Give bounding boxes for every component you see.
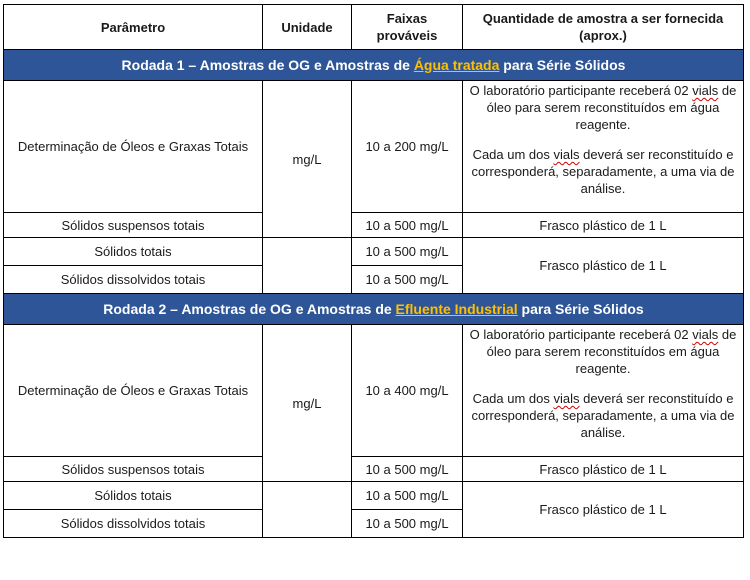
col-header-faixas: Faixas prováveis [352,5,463,50]
param-cell: Determinação de Óleos e Graxas Totais [4,325,263,457]
param-cell: Sólidos totais [4,238,263,266]
quantity-text: deverá ser reconstituído e corresponderá, separadamente, a uma via de análise. [471,147,735,196]
table-row [4,81,744,213]
param-cell: Sólidos totais [4,482,263,510]
table-row [4,213,744,238]
quantity-paragraph [467,82,739,133]
section-row-round-2 [4,294,744,325]
param-cell: Sólidos dissolvidos totais [4,510,263,538]
section-title-suffix: para Série Sólidos [517,300,644,317]
unit-cell: mg/L [263,325,352,482]
parameters-table [3,4,744,538]
section-title-prefix: Rodada 1 – Amostras de OG e Amostras de [121,56,414,73]
quantity-text: O laboratório participante receberá 02 [469,327,693,342]
range-cell: 10 a 500 mg/L [352,266,463,294]
section-title-suffix: para Série Sólidos [499,56,626,73]
quantity-text: deverá ser reconstituído e corresponderá, separadamente, a uma via de análise. [471,391,735,440]
param-cell: Sólidos suspensos totais [4,457,263,482]
quantity-cell [463,325,744,457]
range-cell: 10 a 400 mg/L [352,325,463,457]
quantity-paragraph [467,146,739,197]
range-cell: 10 a 500 mg/L [352,457,463,482]
quantity-cell: Frasco plástico de 1 L [463,482,744,538]
quantity-term: vials [553,147,580,162]
quantity-text: Cada um dos [472,391,554,406]
quantity-paragraph [467,326,739,377]
range-cell: 10 a 200 mg/L [352,81,463,213]
range-cell: 10 a 500 mg/L [352,482,463,510]
quantity-cell: Frasco plástico de 1 L [463,238,744,294]
table-row [4,482,744,510]
range-cell: 10 a 500 mg/L [352,510,463,538]
section-title-round-1 [4,50,744,81]
quantity-text: de óleo para serem reconstituídos em água reagente. [486,83,737,132]
section-title-round-2 [4,294,744,325]
section-title-highlight: Água tratada [413,56,500,73]
param-cell: Determinação de Óleos e Graxas Totais [4,81,263,213]
col-header-parametro: Parâmetro [4,5,263,50]
unit-cell: mg/L [263,81,352,238]
quantity-paragraph [467,390,739,441]
quantity-cell: Frasco plástico de 1 L [463,457,744,482]
unit-cell-empty [263,238,352,294]
param-cell: Sólidos dissolvidos totais [4,266,263,294]
header-row [4,5,744,50]
quantity-cell: Frasco plástico de 1 L [463,213,744,238]
quantity-cell [463,81,744,213]
table-row [4,238,744,266]
param-cell: Sólidos suspensos totais [4,213,263,238]
quantity-text: Cada um dos [472,147,554,162]
range-cell: 10 a 500 mg/L [352,213,463,238]
unit-cell-empty [263,482,352,538]
section-title-prefix: Rodada 2 – Amostras de OG e Amostras de [103,300,396,317]
col-header-unidade: Unidade [263,5,352,50]
section-row-round-1 [4,50,744,81]
section-title-highlight: Efluente Industrial [395,300,518,317]
quantity-term: vials [692,327,719,342]
quantity-text: de óleo para serem reconstituídos em água reagente. [486,327,737,376]
quantity-term: vials [692,83,719,98]
quantity-text: O laboratório participante receberá 02 [469,83,693,98]
range-cell: 10 a 500 mg/L [352,238,463,266]
quantity-term: vials [553,391,580,406]
table-row [4,457,744,482]
col-header-quantidade: Quantidade de amostra a ser fornecida (aprox.) [463,5,744,50]
table-row [4,325,744,457]
